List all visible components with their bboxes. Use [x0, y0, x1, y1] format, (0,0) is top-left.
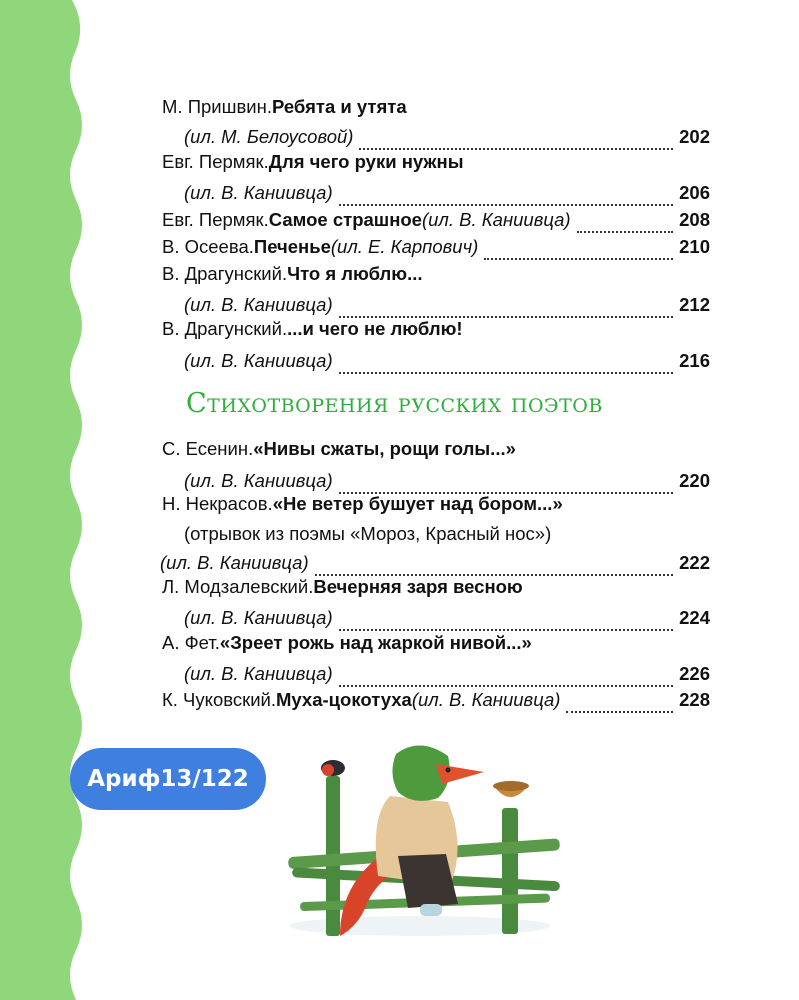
toc-note: (отрывок из поэмы «Мороз, Красный нос») — [184, 523, 552, 544]
toc-illustrator: (ил. В. Каниивца) — [411, 689, 561, 710]
toc-title: «Зреет рожь над жаркой нивой...» — [219, 632, 532, 653]
toc-line — [162, 689, 710, 719]
toc-title: Печенье — [253, 236, 331, 257]
toc-author: Н. Некрасов. — [162, 493, 273, 514]
toc-title: Самое страшное — [268, 209, 422, 230]
page-number: 228 — [679, 689, 710, 710]
toc-line — [162, 318, 710, 348]
toc-title: Что я люблю... — [287, 263, 423, 284]
dot-leader — [339, 203, 674, 206]
toc-illustrator: (ил. М. Белоусовой) — [184, 126, 354, 147]
toc-title: ...и чего не люблю! — [287, 318, 463, 339]
page-number: 220 — [679, 470, 710, 491]
dot-leader — [339, 371, 674, 374]
dot-leader — [484, 257, 673, 260]
page-number: 222 — [679, 552, 710, 573]
toc-author: Евг. Пермяк. — [162, 209, 269, 230]
toc-title: Для чего руки нужны — [268, 151, 464, 172]
toc-illustrator: (ил. В. Каниивца) — [184, 470, 333, 491]
toc-illustrator: (ил. В. Каниивца) — [184, 607, 333, 628]
fox-on-fence-illustration — [270, 736, 570, 946]
toc-author: Евг. Пермяк. — [162, 151, 269, 172]
toc-illustrator: (ил. В. Каниивца) — [184, 294, 333, 315]
dot-leader — [577, 230, 674, 233]
toc-illustrator: (ил. В. Каниивца) — [184, 182, 333, 203]
toc-illustrator: (ил. В. Каниивца) — [421, 209, 571, 230]
toc-title: Ребята и утята — [271, 96, 407, 117]
toc-title: Муха-цокотуха — [276, 689, 412, 710]
toc-line — [162, 493, 710, 523]
section-heading: Стихотворения русских поэтов — [186, 388, 603, 419]
dot-leader — [359, 147, 673, 150]
toc-line — [184, 182, 710, 212]
page-number: 208 — [679, 209, 710, 230]
toc-illustrator: (ил. Е. Карпович) — [330, 236, 479, 257]
toc-line — [162, 209, 710, 239]
toc-line — [162, 438, 710, 468]
dot-leader — [339, 684, 674, 687]
toc-author: В. Осеева. — [162, 236, 254, 257]
page-number: 224 — [679, 607, 710, 628]
toc-illustrator: (ил. В. Каниивца) — [184, 663, 333, 684]
page-number: 212 — [679, 294, 710, 315]
toc-illustrator: (ил. В. Каниивца) — [160, 552, 309, 573]
toc-illustrator: (ил. В. Каниивца) — [184, 350, 333, 371]
toc-line — [184, 523, 710, 553]
badge-label: Ариф13/122 — [87, 766, 249, 792]
toc-author: Л. Модзалевский. — [162, 576, 314, 597]
toc-title: «Нивы сжаты, рощи голы...» — [253, 438, 516, 459]
page-number: 210 — [679, 236, 710, 257]
toc-author: М. Пришвин. — [162, 96, 272, 117]
toc-author: В. Драгунский. — [162, 318, 288, 339]
toc-line — [162, 632, 710, 662]
toc-line — [184, 350, 710, 380]
dot-leader — [339, 628, 674, 631]
toc-author: В. Драгунский. — [162, 263, 288, 284]
toc-author: А. Фет. — [162, 632, 220, 653]
toc-title: «Не ветер бушует над бором...» — [272, 493, 563, 514]
toc-line — [162, 263, 710, 293]
toc-line — [162, 151, 710, 181]
page-number: 226 — [679, 663, 710, 684]
green-side-strip — [0, 0, 140, 1000]
toc-line — [162, 96, 710, 126]
page-number: 202 — [679, 126, 710, 147]
dot-leader — [566, 710, 673, 713]
toc-title: Вечерняя заря весною — [313, 576, 523, 597]
page-number: 216 — [679, 350, 710, 371]
toc-line — [162, 576, 710, 606]
toc-line — [162, 236, 710, 266]
page-number: 206 — [679, 182, 710, 203]
toc-author: С. Есенин. — [162, 438, 254, 459]
page-badge — [70, 748, 266, 810]
toc-author: К. Чуковский. — [162, 689, 276, 710]
